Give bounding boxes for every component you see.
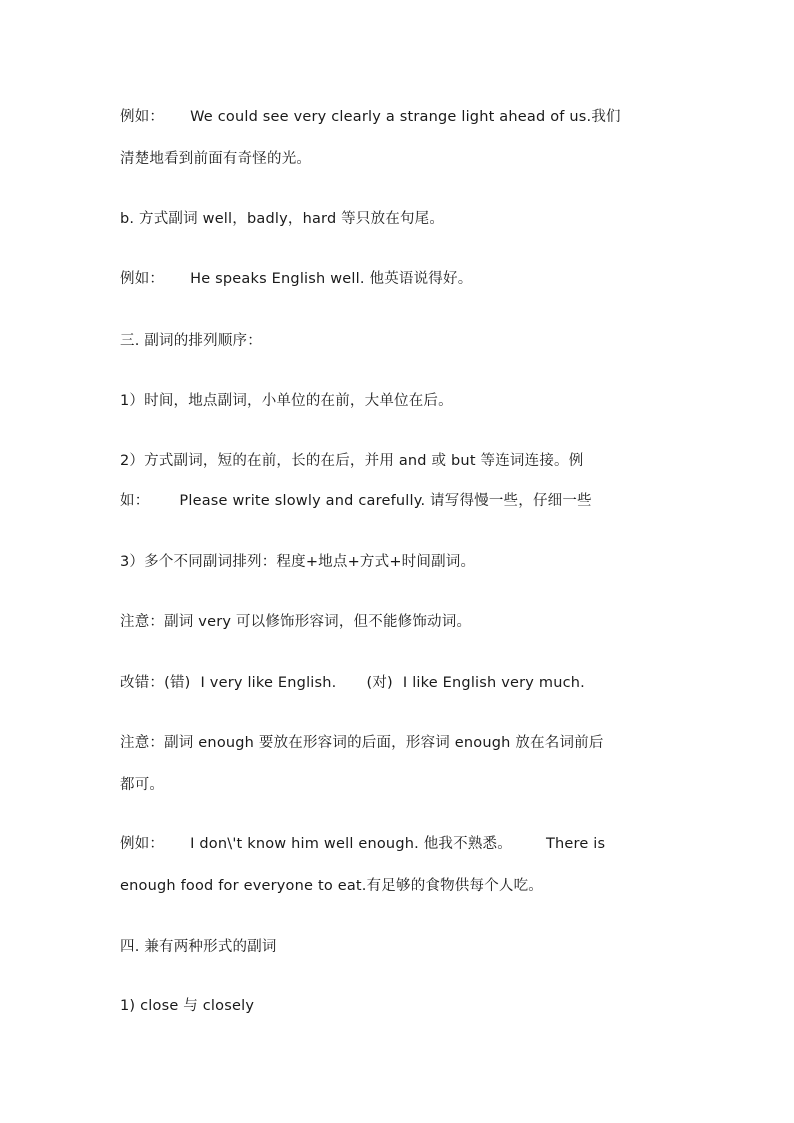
- example-line-8: [120, 491, 684, 511]
- note-text: 注意：副词 enough 要放在形容词的后面，形容词 enough 放在名词前后: [120, 735, 604, 751]
- example-text: Please write slowly and carefully. 请写得慢一些，仔细一些: [179, 493, 592, 509]
- example-text: He speaks English well. 他英语说得好。: [190, 271, 473, 287]
- right-label: (对): [366, 675, 393, 691]
- example-line-1: [120, 107, 684, 127]
- text-line-6: [120, 391, 684, 411]
- example-text: I don\'t know him well enough. 他我不熟悉。: [190, 836, 512, 852]
- example-line-4: [120, 269, 684, 289]
- note-text: 注意：副词 very 可以修饰形容词，但不能修饰动词。: [120, 614, 472, 630]
- section-heading: 四. 兼有两种形式的副词: [120, 939, 277, 955]
- text-line-2: [120, 149, 684, 169]
- text-line-7: [120, 451, 684, 471]
- text-line-13: [120, 775, 684, 795]
- paragraph-text: enough food for everyone to eat.有足够的食物供每个人吃。: [120, 878, 544, 894]
- section-heading-4: [120, 937, 684, 957]
- paragraph-text: 都可。: [120, 777, 165, 793]
- list-item-2: 2）方式副词，短的在前，长的在后，并用 and 或 but 等连词连接。例: [120, 453, 584, 469]
- list-item-1: 1) close 与 closely: [120, 998, 255, 1014]
- section-heading-3: [120, 331, 684, 351]
- correction-line-11: [120, 673, 684, 693]
- example-text-2: There is: [545, 836, 606, 852]
- paragraph-text: b. 方式副词 well，badly，hard 等只放在句尾。: [120, 211, 445, 227]
- wrong-sentence: I very like English.: [200, 675, 337, 691]
- example-label: 例如：: [120, 836, 165, 852]
- example-label: 如：: [120, 493, 150, 509]
- note-line-10: [120, 612, 684, 632]
- section-heading: 三. 副词的排列顺序：: [120, 333, 262, 349]
- text-line-15: [120, 876, 684, 896]
- paragraph-text: 清楚地看到前面有奇怪的光。: [120, 151, 312, 167]
- text-line-3: [120, 209, 684, 229]
- list-item-1: 1）时间，地点副词，小单位的在前，大单位在后。: [120, 393, 453, 409]
- list-item-3: 3）多个不同副词排列：程度+地点+方式+时间副词。: [120, 554, 476, 570]
- text-line-17: [120, 996, 684, 1016]
- right-sentence: I like English very much.: [402, 675, 585, 691]
- example-label: 例如：: [120, 109, 165, 125]
- example-text: We could see very clearly a strange light ahead of us.我们: [190, 109, 621, 125]
- note-line-12: [120, 733, 684, 753]
- example-label: 例如：: [120, 271, 165, 287]
- example-line-14: [120, 834, 684, 854]
- text-line-9: [120, 552, 684, 572]
- correction-label: 改错：(错): [120, 675, 191, 691]
